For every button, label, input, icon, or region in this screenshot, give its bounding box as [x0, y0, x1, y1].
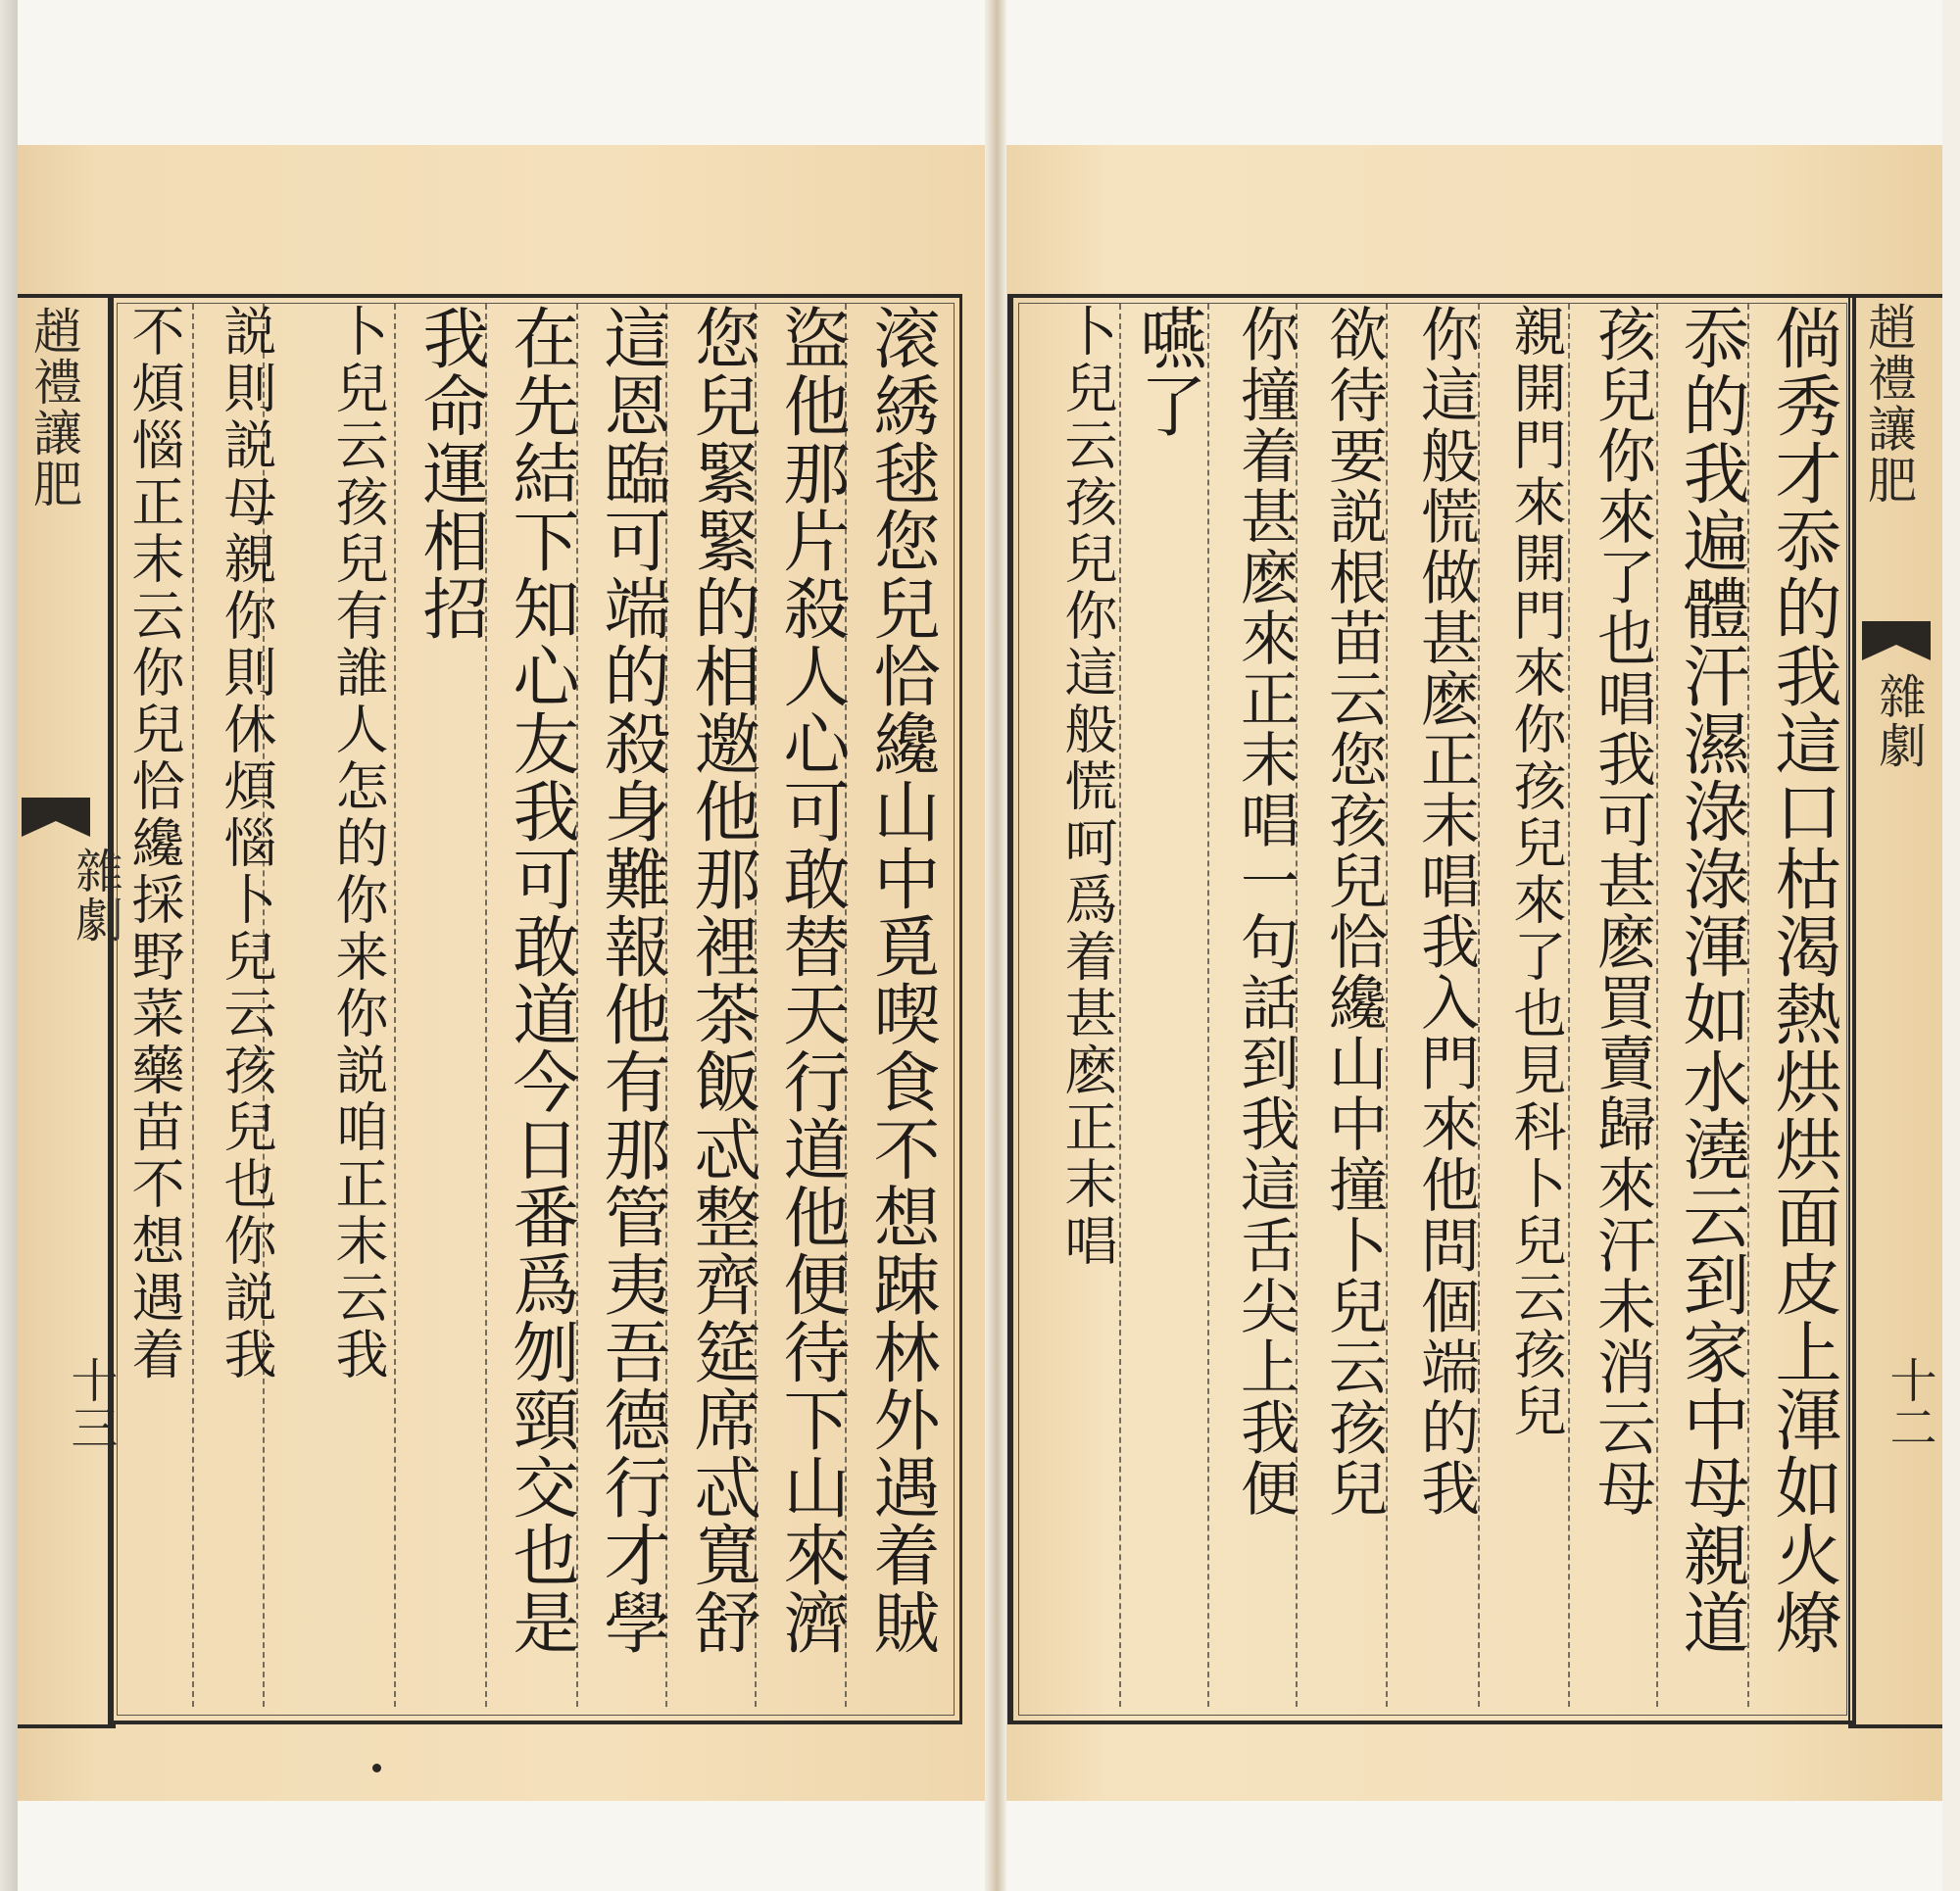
left-col-4: 這恩臨可端的殺身難報他有那管夷吾德行才學	[593, 304, 670, 1656]
right-banxin-section: 雜劇	[1871, 672, 1926, 770]
ink-dot	[372, 1764, 381, 1772]
page-stack-edge	[0, 0, 18, 1891]
right-banxin	[1848, 294, 1942, 1728]
left-banxin-folio: 十三	[63, 1356, 118, 1450]
right-col-7: 你撞着甚麽來正末唱一句話到我這舌尖上我便	[1231, 304, 1299, 1519]
right-col-8: 嚥了	[1129, 304, 1206, 439]
right-banxin-folio: 十二	[1882, 1356, 1936, 1450]
banxin-rule	[1848, 298, 1850, 1724]
right-banxin-title: 趙禮讓肥	[1860, 302, 1917, 506]
column-divider	[1207, 304, 1209, 1707]
left-col-8: 説則説母親你則休煩惱卜兒云孩兒也你説我	[216, 304, 277, 1383]
column-divider	[394, 304, 396, 1707]
right-col-3: 孩兒你來了也唱我可甚麽買賣歸來汗未消云母	[1588, 304, 1656, 1519]
left-col-1: 滚綉毬您兒恰纔山中覓喫食不想踈林外遇着賊	[862, 304, 940, 1656]
left-col-5: 在先結下知心友我可敢道今日番爲刎頸交也是	[502, 304, 579, 1656]
right-col-1: 倘秀才忝的我這口枯渴熱烘烘面皮上渾如火燎	[1764, 304, 1841, 1656]
right-col-4: 親開門來開門來你孩兒來了也見科卜兒云孩兒	[1505, 304, 1567, 1440]
left-col-7: 卜兒云孩兒有誰人怎的你来你説咱正末云我	[327, 304, 389, 1383]
right-col-5: 你這般慌做甚麽正末唱我入門來他問個端的我	[1411, 304, 1480, 1519]
right-col-6: 欲待要説根苗云您孩兒恰纔山中撞卜兒云孩兒	[1319, 304, 1388, 1519]
fish-tail-mark	[22, 798, 90, 837]
book-gutter	[985, 0, 1006, 1891]
left-banxin-section: 雜劇	[68, 847, 122, 945]
column-divider	[1656, 304, 1658, 1707]
left-col-3: 您兒緊緊的相邀他那裡茶飯忒整齊筵席忒寬舒	[683, 304, 760, 1656]
column-divider	[192, 304, 194, 1707]
left-col-9: 不煩惱正末云你兒恰纔採野菜藥苗不想遇着	[123, 304, 185, 1383]
right-col-2: 忝的我遍體汗濕淥淥渾如水澆云到家中母親道	[1672, 304, 1749, 1656]
left-banxin	[18, 294, 122, 1728]
column-divider	[1568, 304, 1570, 1707]
left-col-2: 盜他那片殺人心可敢替天行道他便待下山來濟	[772, 304, 850, 1656]
column-divider	[1119, 304, 1121, 1707]
fish-tail-mark	[1862, 621, 1931, 660]
right-col-9: 卜兒云孩兒你這般慌呵爲着甚麽正末唱	[1056, 304, 1118, 1270]
left-col-6: 我命運相招	[412, 304, 489, 642]
left-banxin-title: 趙禮讓肥	[25, 306, 82, 509]
